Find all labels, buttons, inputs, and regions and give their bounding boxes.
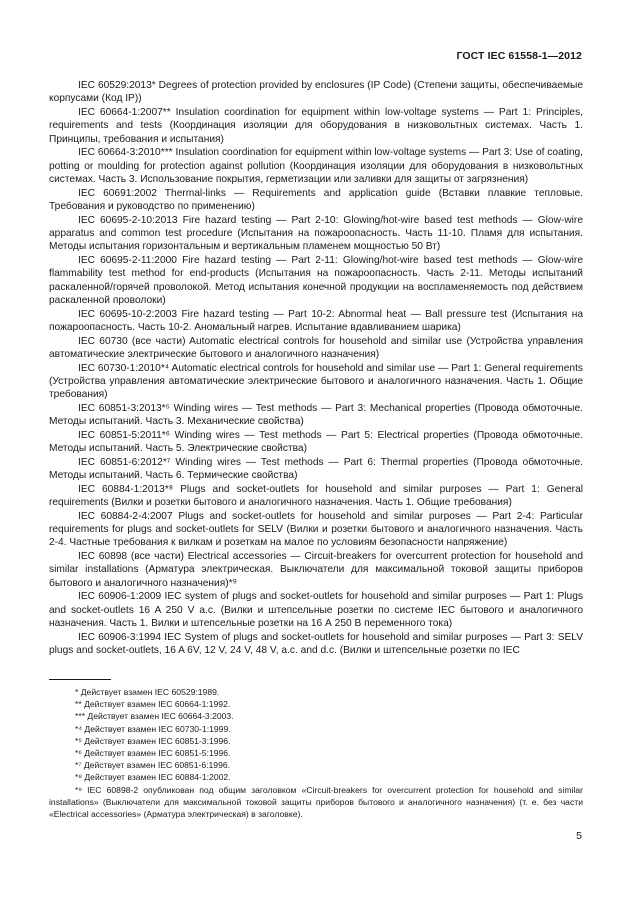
reference-paragraph: IEC 60664-1:2007** Insulation coordination for equipment within low-voltage systems — Part 1: Principles, requirements and tests (Координация изоляции для оборудования в низковольтных системах. Часть 1. Принципы, требования и испытания) [49,106,583,145]
reference-paragraph: IEC 60730 (все части) Automatic electrical controls for household and similar use (Устройства управления автоматические электрические бытового и аналогичного назначения) [49,335,583,361]
reference-paragraph: IEC 60664-3:2010*** Insulation coordination for equipment within low-voltage systems — Part 3: Use of coating, potting or moulding for protection against pollution (Координация изоляции для оборудования в низковольтных системах. Часть 3. Использование покрытия, герметизации или заливки для защиты от загрязнения) [49,147,583,186]
reference-paragraph: IEC 60691:2002 Thermal-links — Requirements and application guide (Вставки плавкие тепловые. Требования и руководство по применению) [49,187,583,213]
footnote: *⁷ Действует взамен IEC 60851-6:1996. [75,760,231,771]
reference-paragraph: IEC 60884-2-4:2007 Plugs and socket-outlets for household and similar purposes — Part 2-4: Particular requirements for plugs and socket-outlets for SELV (Вилки и розетки бытового и аналогичного назначения. Часть 2-4. Частные требования к вилкам и розеткам на малое по условиям безопасности напряжение) [49,510,583,549]
footnote: *⁸ Действует взамен IEC 60884-1:2002. [75,772,231,783]
footnote-separator [49,679,111,680]
footnote: *⁹ IEC 60898-2 опубликован под общим заголовком «Circuit-breakers for overcurrent protection for household and similar installations» (Выключатели для максимальной токовой защиты приборов бытового и аналогичного назначения) (т. е. без части «Electrical accessories» (Арматура электрическая) в заголовке). [49,784,583,820]
reference-paragraph: IEC 60730-1:2010*⁴ Automatic electrical controls for household and similar use — Part 1: General requirements (Устройства управления автоматические электрические бытового и аналогичного назначения. Часть 1. Общие требования) [49,362,583,401]
footnote: * Действует взамен IEC 60529:1989. [75,687,220,697]
footnote: *** Действует взамен IEC 60664-3:2003. [75,711,234,722]
normative-references-list [49,79,583,657]
reference-paragraph: IEC 60851-5:2011*⁶ Winding wires — Test methods — Part 5: Electrical properties (Провода обмоточные. Методы испытаний. Часть 5. Электрические свойства) [49,429,583,455]
reference-paragraph: IEC 60695-2-10:2013 Fire hazard testing — Part 2-10: Glowing/hot-wire based test methods — Glow-wire apparatus and common test procedure (Испытания на пожароопасность. Часть 11-10. Пламя для испытания. Методы испытания горизонтальным и вертикальным пламенем мощностью 50 Вт) [49,214,583,253]
reference-paragraph: IEC 60884-1:2013*⁸ Plugs and socket-outlets for household and similar purposes — Part 1: General requirements (Вилки и розетки бытового и аналогичного назначения. Часть 1. Общие требования) [49,483,583,509]
reference-paragraph: IEC 60851-6:2012*⁷ Winding wires — Test methods — Part 6: Thermal properties (Провода обмоточные. Методы испытаний. Часть 6. Термические свойства) [49,456,583,482]
reference-paragraph: IEC 60906-1:2009 IEC system of plugs and socket-outlets for household and similar purposes — Part 1: Plugs and socket-outlets 16 A 250 V a.c. (Вилки и штепсельные розетки по системе IEC бытового и аналогичного назначения. Часть 1. Вилки и штепсельные розетки на 16 А 250 В переменного тока) [49,591,583,630]
reference-paragraph: IEC 60695-2-11:2000 Fire hazard testing — Part 2-11: Glowing/hot-wire based test methods — Glow-wire flammability test method for end-products (Испытания на пожароопасность. Часть 2-11. Методы испытаний раскаленной/горячей проволокой. Метод испытания конечной продукции на воспламеняемость под действием раскаленной проволоки) [49,254,583,307]
footnote: ** Действует взамен IEC 60664-1:1992. [75,699,231,710]
reference-paragraph: IEC 60529:2013* Degrees of protection provided by enclosures (IP Code) (Степени защиты, обеспечиваемые корпусами (Код IP)) [49,80,583,105]
standard-header: ГОСТ IEC 61558-1—2012 [456,50,582,62]
footnote: *⁶ Действует взамен IEC 60851-5:1996. [75,748,231,759]
footnote: *⁵ Действует взамен IEC 60851-3:1996. [75,735,231,746]
footnotes [49,686,583,820]
page-number: 5 [576,830,582,842]
reference-paragraph: IEC 60851-3:2013*⁵ Winding wires — Test methods — Part 3: Mechanical properties (Провода обмоточные. Методы испытаний. Часть 3. Механические свойства) [49,402,583,428]
reference-paragraph: IEC 60906-3:1994 IEC System of plugs and socket-outlets for household and similar purposes — Part 3: SELV plugs and socket-outlets, 16 A 6V, 12 V, 24 V, 48 V, a.c. and d.c. (Вилки и штепсельные розетки по IEC [49,631,583,657]
footnote: *⁴ Действует взамен IEC 60730-1:1999. [75,723,231,734]
reference-paragraph: IEC 60695-10-2:2003 Fire hazard testing — Part 10-2: Abnormal heat — Ball pressure test (Испытания на пожароопасность. Часть 10-2. Аномальный нагрев. Испытание вдавливанием шарика) [49,308,583,334]
reference-paragraph: IEC 60898 (все части) Electrical accessories — Circuit-breakers for overcurrent protection for household and similar installations (Арматура электрическая. Выключатели для максимальной токовой защиты приборов бытового и аналогичного назначения)*⁹ [49,550,583,589]
